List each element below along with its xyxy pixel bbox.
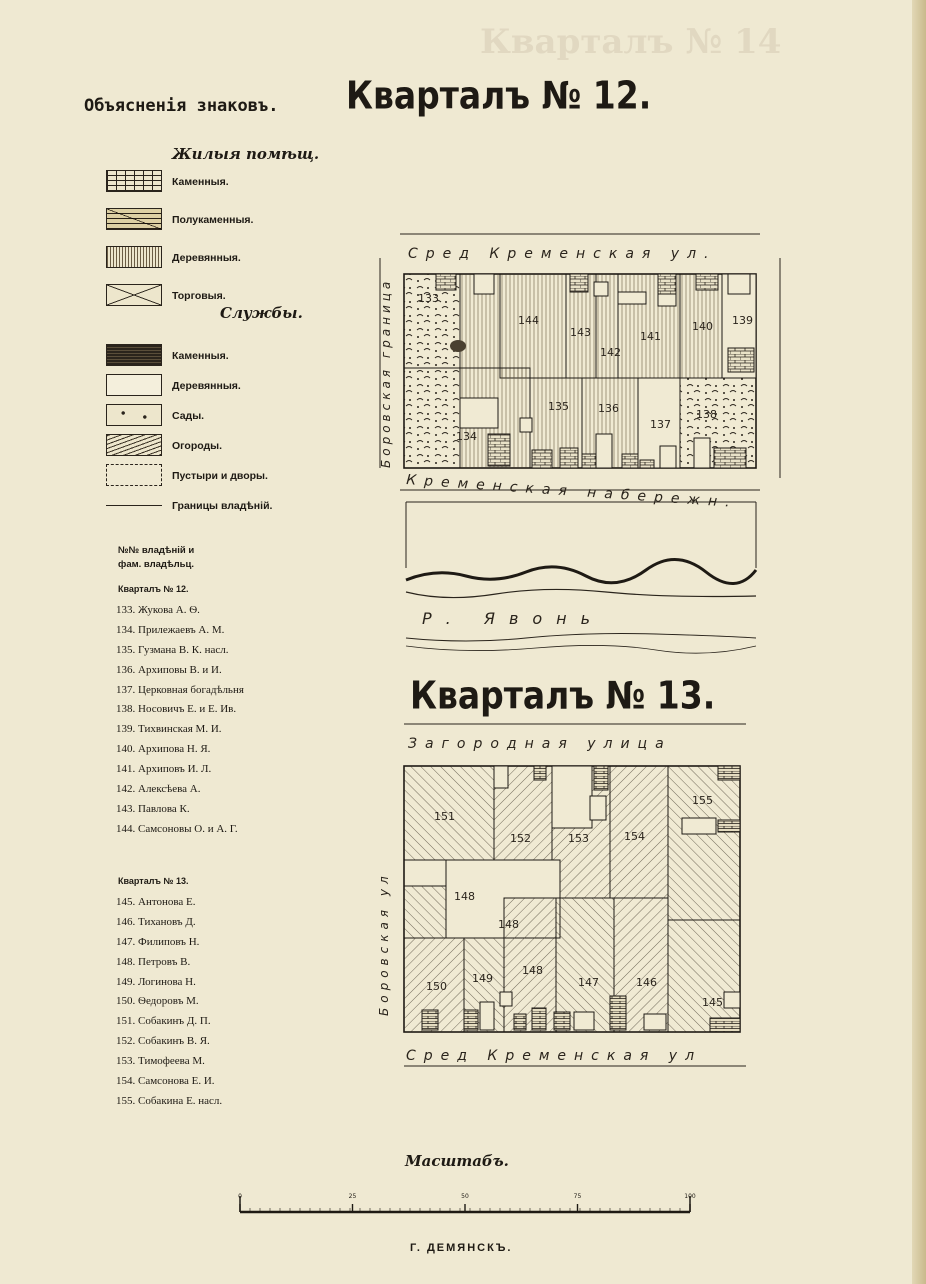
residential-legend-label: Торговыя. bbox=[172, 290, 226, 302]
scale-title: Масштабъ. bbox=[405, 1152, 509, 1170]
services-legend-label: Огороды. bbox=[172, 440, 223, 452]
q12-street-left: Боровская граница bbox=[379, 277, 393, 468]
owners-list-q12 bbox=[116, 604, 244, 843]
owner-list-item: 137. Церковная богадѣльня bbox=[116, 683, 244, 696]
residential-legend-label: Деревянныя. bbox=[172, 252, 241, 264]
scale-tick-label: 50 bbox=[461, 1193, 469, 1200]
hatch-swatch bbox=[106, 434, 162, 456]
owner-list-item: 133. Жукова А. Ѳ. bbox=[116, 604, 200, 616]
q13-street-bottom: Сред Кременская ул bbox=[406, 1048, 703, 1064]
svg-text:146: 146 bbox=[636, 976, 657, 989]
services-legend-label: Границы владѣній. bbox=[172, 500, 273, 512]
owner-list-item: 144. Самсоновы О. и А. Г. bbox=[116, 822, 238, 835]
svg-text:155: 155 bbox=[692, 794, 713, 807]
svg-text:150: 150 bbox=[426, 980, 447, 993]
owners-header-line2: фам. владѣльц. bbox=[118, 559, 194, 570]
scale-tick-label: 75 bbox=[573, 1193, 582, 1200]
svg-text:148: 148 bbox=[522, 964, 543, 977]
q12-street-top: Сред Кременская ул. bbox=[408, 246, 717, 262]
svg-text:152: 152 bbox=[510, 832, 531, 845]
services-legend-label: Деревянныя. bbox=[172, 380, 241, 392]
owner-list-item: 154. Самсонова Е. И. bbox=[116, 1075, 215, 1088]
river-label: Р. Явонь bbox=[422, 609, 605, 628]
owner-list-item: 148. Петровъ В. bbox=[116, 955, 191, 968]
svg-text:154: 154 bbox=[624, 830, 645, 843]
quarter-13-map bbox=[360, 716, 800, 1076]
quarter-13-title: Кварталъ № 13. bbox=[410, 673, 716, 718]
line-swatch bbox=[106, 494, 162, 506]
svg-text:135: 135 bbox=[548, 400, 569, 413]
q13-street-top: Загородная улица bbox=[408, 736, 672, 752]
svg-text:149: 149 bbox=[472, 972, 493, 985]
owner-list-item: 138. Носовичъ Е. и Е. Ив. bbox=[116, 703, 237, 716]
wood-swatch bbox=[106, 246, 162, 268]
owner-list-item: 139. Тихвинская М. И. bbox=[116, 723, 222, 736]
owner-list-item: 146. Тихановъ Д. bbox=[116, 915, 196, 928]
scale-tick-label: 0 bbox=[238, 1193, 242, 1200]
scale-bar bbox=[230, 1184, 700, 1224]
owners-list-q13 bbox=[116, 896, 222, 1115]
owner-list-item: 147. Филиповъ Н. bbox=[116, 935, 200, 948]
services-legend-label: Каменныя. bbox=[172, 350, 229, 362]
owner-list-item: 142. Алексѣева А. bbox=[116, 783, 201, 796]
owner-list-item: 134. Прилежаевъ А. М. bbox=[116, 623, 225, 636]
town-name: Г. ДЕМЯНСКЪ. bbox=[410, 1242, 513, 1254]
half-swatch bbox=[106, 208, 162, 230]
dotted-swatch bbox=[106, 464, 162, 486]
owners-q13-header: Кварталъ № 13. bbox=[118, 876, 189, 886]
svg-text:147: 147 bbox=[578, 976, 599, 989]
owners-q12-header: Кварталъ № 12. bbox=[118, 584, 189, 594]
svg-text:148: 148 bbox=[498, 918, 519, 931]
quarter-12-title: Кварталъ № 12. bbox=[346, 73, 652, 118]
cross-swatch bbox=[106, 284, 162, 306]
scale-tick-label: 100 bbox=[684, 1193, 696, 1200]
svg-text:145: 145 bbox=[702, 996, 723, 1009]
owners-header-line1: №№ владѣній и bbox=[118, 545, 195, 556]
quarter-12-map bbox=[360, 228, 800, 668]
svg-text:140: 140 bbox=[692, 320, 713, 333]
services-legend-label: Сады. bbox=[172, 410, 205, 422]
owner-list-item: 151. Собакинъ Д. П. bbox=[116, 1015, 211, 1028]
svg-text:134: 134 bbox=[456, 430, 477, 443]
scale-tick-label: 25 bbox=[348, 1193, 357, 1200]
residential-header: Жилыя помѣщ. bbox=[172, 145, 320, 163]
services-header: Службы. bbox=[220, 304, 303, 322]
residential-legend-label: Полукаменныя. bbox=[172, 214, 254, 226]
svg-text:148: 148 bbox=[454, 890, 475, 903]
owner-list-item: 150. Ѳедоровъ М. bbox=[116, 995, 199, 1008]
bleed-through-text: Кварталъ № 14 bbox=[480, 22, 782, 62]
svg-text:142: 142 bbox=[600, 346, 621, 359]
owner-list-item: 141. Архиповъ И. Л. bbox=[116, 763, 212, 776]
svg-text:137: 137 bbox=[650, 418, 671, 431]
owner-list-item: 136. Архиповы В. и И. bbox=[116, 663, 222, 676]
svg-text:151: 151 bbox=[434, 810, 455, 823]
owner-list-item: 152. Собакинъ В. Я. bbox=[116, 1035, 210, 1048]
owner-list-item: 145. Антонова Е. bbox=[116, 896, 196, 908]
legend-title: Объясненія знаковъ. bbox=[84, 96, 279, 116]
plain-swatch bbox=[106, 374, 162, 396]
owner-list-item: 149. Логинова Н. bbox=[116, 975, 196, 988]
q13-street-left: Боровская ул bbox=[377, 871, 391, 1016]
owner-list-item: 135. Гузмана В. К. насл. bbox=[116, 643, 229, 656]
owner-list-item: 153. Тимофеева М. bbox=[116, 1055, 205, 1068]
services-legend-label: Пустыри и дворы. bbox=[172, 470, 268, 482]
svg-text:136: 136 bbox=[598, 402, 619, 415]
owner-list-item: 155. Собакина Е. насл. bbox=[116, 1094, 223, 1107]
owner-list-item: 143. Павлова К. bbox=[116, 802, 190, 815]
svg-text:138: 138 bbox=[696, 408, 717, 421]
svg-text:139: 139 bbox=[732, 314, 753, 327]
garden-swatch bbox=[106, 404, 162, 426]
residential-legend-label: Каменныя. bbox=[172, 176, 229, 188]
svg-text:144: 144 bbox=[518, 314, 539, 327]
dark-swatch bbox=[106, 344, 162, 366]
svg-text:143: 143 bbox=[570, 326, 591, 339]
owner-list-item: 140. Архипова Н. Я. bbox=[116, 743, 211, 756]
svg-text:153: 153 bbox=[568, 832, 589, 845]
q12-street-bottom: Кременская набережн. bbox=[405, 472, 739, 512]
page-binding bbox=[912, 0, 926, 1284]
svg-text:133: 133 bbox=[418, 292, 439, 305]
svg-text:141: 141 bbox=[640, 330, 661, 343]
brick-swatch bbox=[106, 170, 162, 192]
